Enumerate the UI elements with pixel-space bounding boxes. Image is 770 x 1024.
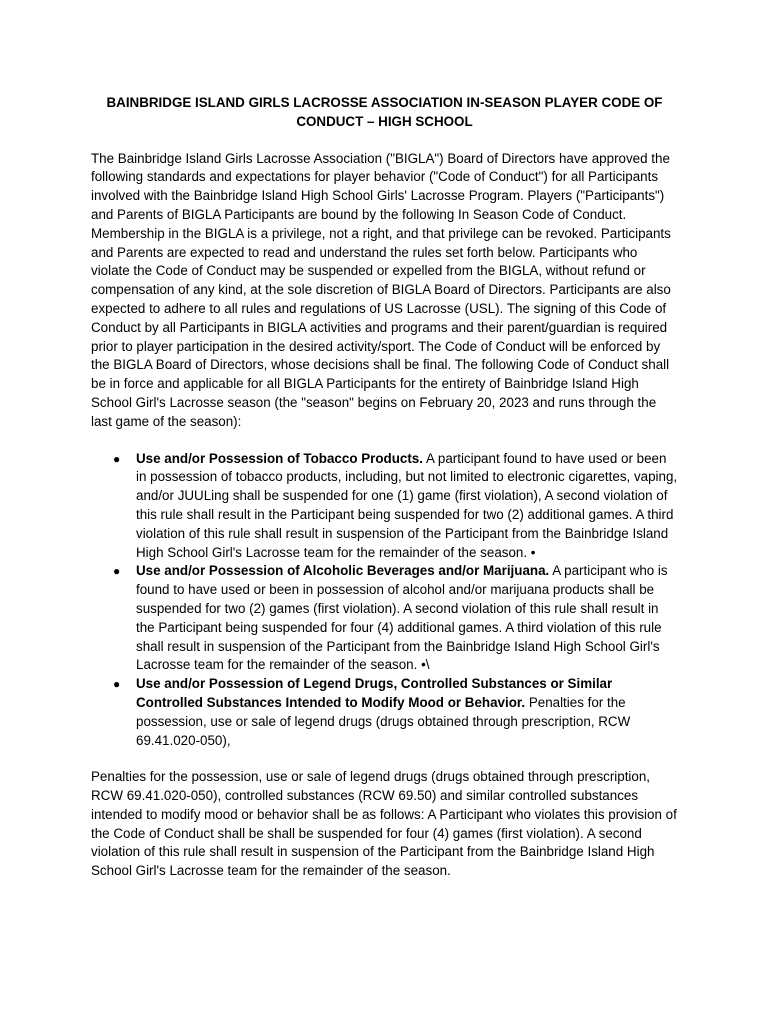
rules-list xyxy=(91,450,678,751)
intro-paragraph: The Bainbridge Island Girls Lacrosse Association ("BIGLA") Board of Directors have approved the following standards and expectations for player behavior ("Code of Conduct") for all Participants involved with the Bainbridge Island High School Girls' Lacrosse Program. Players ("Participants") and Parents of BIGLA Participants are bound by the following In Season Code of Conduct. Membership in the BIGLA is a privilege, not a right, and that privilege can be revoked. Participants and Parents are expected to read and understand the rules set forth below. Participants who violate the Code of Conduct may be suspended or expelled from the BIGLA, without refund or compensation of any kind, at the sole discretion of BIGLA Board of Directors. Participants are also expected to adhere to all rules and regulations of US Lacrosse (USL). The signing of this Code of Conduct by all Participants in BIGLA activities and programs and their parent/guardian is required prior to player participation in the desired activity/sport. The Code of Conduct will be enforced by the BIGLA Board of Directors, whose decisions shall be final. The following Code of Conduct shall be in force and applicable for all BIGLA Participants for the entirety of Bainbridge Island High School Girl's Lacrosse season (the "season" begins on February 20, 2023 and runs through the last game of the season): xyxy=(91,150,671,429)
rule-body: A participant who is found to have used or been in possession of alcohol and/or marijuana products shall be suspended for two (2) games (first violation). A second violation of this rule shall result in the Participant being suspended for four (4) additional games. A third violation of this rule shall result in suspension of the Participant from the Bainbridge Island High School Girl's Lacrosse team for the remainder of the season. •\ xyxy=(136,563,668,673)
rule-heading: Use and/or Possession of Tobacco Products. xyxy=(136,450,423,466)
document-title: BAINBRIDGE ISLAND GIRLS LACROSSE ASSOCIATION IN-SEASON PLAYER CODE OF CONDUCT – HIGH SCHOOL xyxy=(106,95,663,129)
bullet-icon: ● xyxy=(113,677,121,692)
rule-tobacco xyxy=(113,450,678,563)
bullet-icon: ● xyxy=(113,451,121,466)
rule-legend-drugs xyxy=(113,675,678,750)
rule-alcohol-marijuana xyxy=(113,562,678,675)
rule-heading: Use and/or Possession of Alcoholic Beverages and/or Marijuana. xyxy=(136,563,550,579)
bullet-icon: ● xyxy=(113,564,121,579)
rule-heading: Use and/or Possession of Legend Drugs, Controlled Substances or Similar Controlled Substances Intended to Modify Mood or Behavior. xyxy=(136,676,613,710)
closing-paragraph: Penalties for the possession, use or sale of legend drugs (drugs obtained through prescription, RCW 69.41.020-050), controlled substances (RCW 69.50) and similar controlled substances intended to modify mood or behavior shall be as follows: A Participant who violates this provision of the Code of Conduct shall be shall be suspended for four (4) games (first violation). A second violation of this rule shall result in suspension of the Participant from the Bainbridge Island High School Girl's Lacrosse team for the remainder of the season. xyxy=(91,769,677,879)
rule-body: A participant found to have used or been in possession of tobacco products, including, but not limited to electronic cigarettes, vaping, and/or JUULing shall be suspended for one (1) game (first violation), A second violation of this rule shall result in the Participant being suspended for two (2) additional games. A third violation of this rule shall result in suspension of the Participant from the Bainbridge Island High School Girl's Lacrosse team for the remainder of the season. • xyxy=(136,450,678,560)
rule-body: Penalties for the possession, use or sale of legend drugs (drugs obtained through prescription, RCW 69.41.020-050), xyxy=(136,694,631,748)
